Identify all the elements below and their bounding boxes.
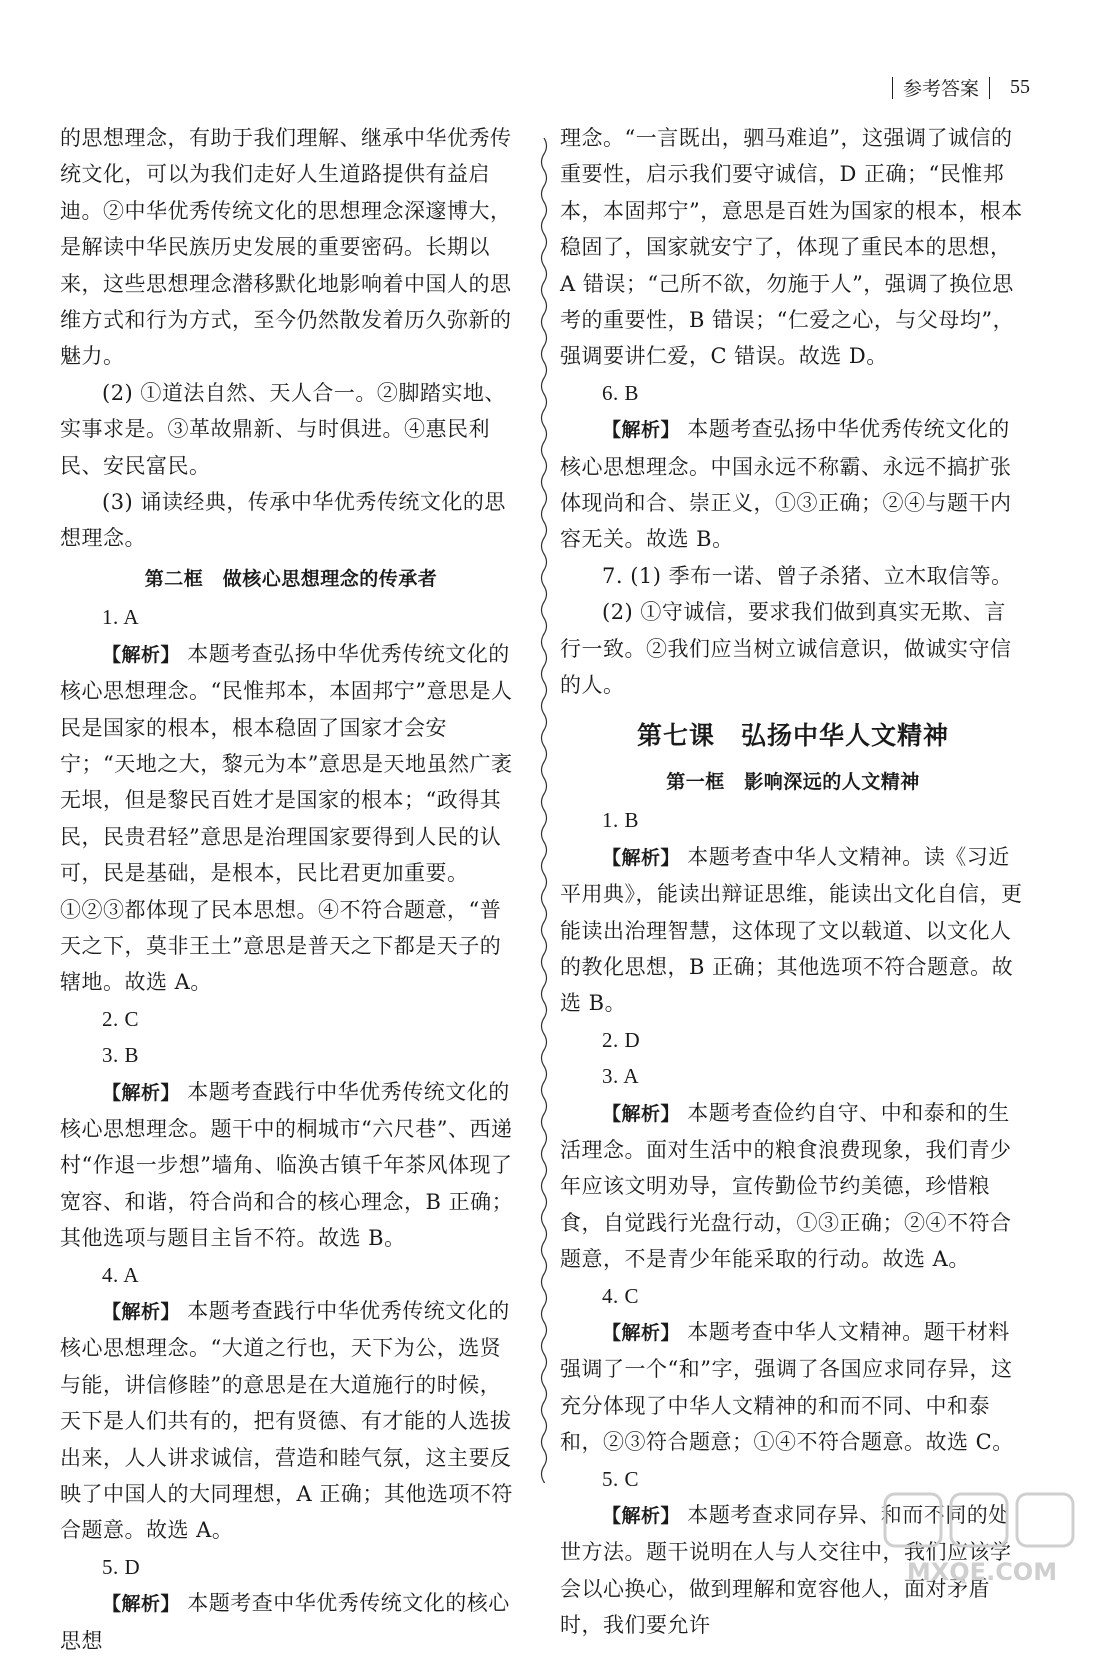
analysis-label: 【解析】 xyxy=(102,1301,181,1323)
answer-key: 5. D xyxy=(102,1554,141,1579)
watermark-text: MXQE.COM xyxy=(906,1558,1058,1586)
answer-key: (2) ①守诚信，要求我们做到真实无欺、言行一致。②我们应当树立诚信意识，做诚实守信的人。 xyxy=(560,600,1012,698)
answer-key: 6. B xyxy=(602,380,640,405)
analysis-label: 【解析】 xyxy=(102,1593,181,1616)
answer-key: 7. (1) 季布一诺、曾子杀猪、立木取信等。 xyxy=(602,563,1013,588)
section-title: 第二框 做核心思想理念的传承者 xyxy=(144,567,438,590)
analysis-text: 本题考查中华人文精神。读《习近平用典》，能读出辩证思维，能读出文化自信，更能读出治理智慧，这体现了文以载道、以文化人的教化思想，B 正确；其他选项不符合题意。故选 B。 xyxy=(560,844,1023,1016)
paragraph: (2) ①道法自然、天人合一。②脚踏实地、实事求是。③革故鼎新、与时俱进。④惠民利民、安民富民。 xyxy=(60,380,506,478)
analysis-label: 【解析】 xyxy=(602,1505,681,1528)
analysis-label: 【解析】 xyxy=(102,643,181,666)
header-title: 参考答案 xyxy=(902,78,979,100)
analysis-label: 【解析】 xyxy=(102,1081,181,1104)
answer-key: 1. B xyxy=(602,808,640,833)
answer-key: 4. A xyxy=(102,1262,140,1287)
analysis-text: 本题考查俭约自守、中和泰和的生活理念。面对生活中的粮食浪费现象，我们青少年应该文明劝导，宣传勤俭节约美德，珍惜粮食，自觉践行光盘行动，①③正确；②④不符合题意，不是青少年能采取的行动。故选 A。 xyxy=(560,1100,1012,1272)
paragraph: 的思想理念，有助于我们理解、继承中华优秀传统文化，可以为我们走好人生道路提供有益启迪。②中华优秀传统文化的思想理念深邃博大，是解读中华民族历史发展的重要密码。长期以来，这些思想理念潜移默化地影响着中国人的思维方式和行为方式，至今仍然散发着历久弥新的魅力。 xyxy=(60,126,512,369)
answer-key: 3. A xyxy=(602,1064,640,1089)
analysis-label: 【解析】 xyxy=(602,419,681,442)
answer-key: 1. A xyxy=(102,605,140,630)
header-divider xyxy=(989,77,990,99)
answer-key: 3. B xyxy=(102,1043,140,1068)
answer-key: 4. C xyxy=(602,1283,640,1308)
analysis-label: 【解析】 xyxy=(602,1102,681,1125)
lesson-title: 第七课 弘扬中华人文精神 xyxy=(636,720,949,750)
answer-key: 2. C xyxy=(102,1006,140,1031)
analysis-paragraph xyxy=(560,1314,1026,1461)
analysis-paragraph xyxy=(60,636,522,1001)
paragraph: 理念。“一言既出，驷马难追”，这强调了诚信的重要性，启示我们要守诚信，D 正确；“民惟邦本，本固邦宁”，意思是百姓为国家的根本，根本稳固了，国家就安宁了，体现了重民本的思想，A 错误；“己所不欲，勿施于人”，强调了换位思考的重要性，B 错误；“仁爱之心，与父母均”，强调要讲仁爱，C 错误。故选 D。 xyxy=(560,126,1023,369)
analysis-text: 本题考查弘扬中华优秀传统文化的核心思想理念。“民惟邦本，本固邦宁”意思是人民是国家的根本，根本稳固了国家才会安宁；“天地之大，黎元为本”意思是天地虽然广袤无垠，但是黎民百姓才是国家的根本；“政得其民，民贵君轻”意思是治理国家要得到人民的认可，民是基础，是根本，民比君更加重要。①②③都体现了民本思想。④不符合题意，“普天之下，莫非王土”意思是普天之下都是天子的辖地。故选 A。 xyxy=(60,641,513,995)
analysis-text: 本题考查弘扬中华优秀传统文化的核心思想理念。中国永远不称霸、永远不搞扩张体现尚和合、崇正义，①③正确；②④与题干内容无关。故选 B。 xyxy=(560,417,1012,552)
page-number: 55 xyxy=(1010,76,1030,98)
header-divider xyxy=(892,77,893,99)
analysis-paragraph xyxy=(560,411,1026,558)
section-title: 第一框 影响深远的人文精神 xyxy=(666,770,920,793)
left-column xyxy=(60,120,522,1659)
paragraph: (3) 诵读经典，传承中华优秀传统文化的思想理念。 xyxy=(60,490,506,551)
analysis-paragraph xyxy=(560,1095,1026,1278)
analysis-text: 本题考查求同存异、和而不同的处世方法。题干说明在人与人交往中，我们应该学会以心换心，做到理解和宽容他人，面对矛盾时，我们要允许 xyxy=(560,1503,1012,1638)
answer-key: 5. C xyxy=(602,1466,640,1491)
analysis-label: 【解析】 xyxy=(602,846,681,869)
analysis-text: 本题考查践行中华优秀传统文化的核心思想理念。题干中的桐城市“六尺巷”、西递村“作退一步想”墙角、临涣古镇千年茶风体现了宽容、和谐，符合尚和合的核心理念，B 正确；其他选项与题目主旨不符。故选 B。 xyxy=(60,1079,514,1251)
page-header xyxy=(892,74,1030,101)
analysis-paragraph xyxy=(60,1585,522,1659)
answer-key: 2. D xyxy=(602,1027,641,1052)
analysis-paragraph xyxy=(60,1074,522,1257)
analysis-text: 本题考查践行中华优秀传统文化的核心思想理念。“大道之行也，天下为公，选贤与能，讲信修睦”的意思是在大道施行的时候，天下是人们共有的，把有贤德、有才能的人选拔出来，人人讲求诚信，营造和睦气氛，这主要反映了中国人的大同理想，A 正确；其他选项不符合题意。故选 A。 xyxy=(60,1299,513,1543)
analysis-label: 【解析】 xyxy=(602,1322,681,1344)
analysis-text: 本题考查中华人文精神。题干材料强调了一个“和”字，强调了各国应求同存异，这充分体现了中华人文精神的和而不同、中和泰和，②③符合题意；①④不符合题意。故选 C。 xyxy=(560,1320,1014,1455)
watermark-logo xyxy=(867,1484,1097,1594)
analysis-text: 本题考查中华优秀传统文化的核心思想 xyxy=(60,1591,510,1653)
analysis-paragraph xyxy=(60,1293,522,1549)
right-column xyxy=(560,120,1026,1644)
analysis-paragraph xyxy=(560,839,1026,1022)
column-divider xyxy=(538,138,550,1483)
